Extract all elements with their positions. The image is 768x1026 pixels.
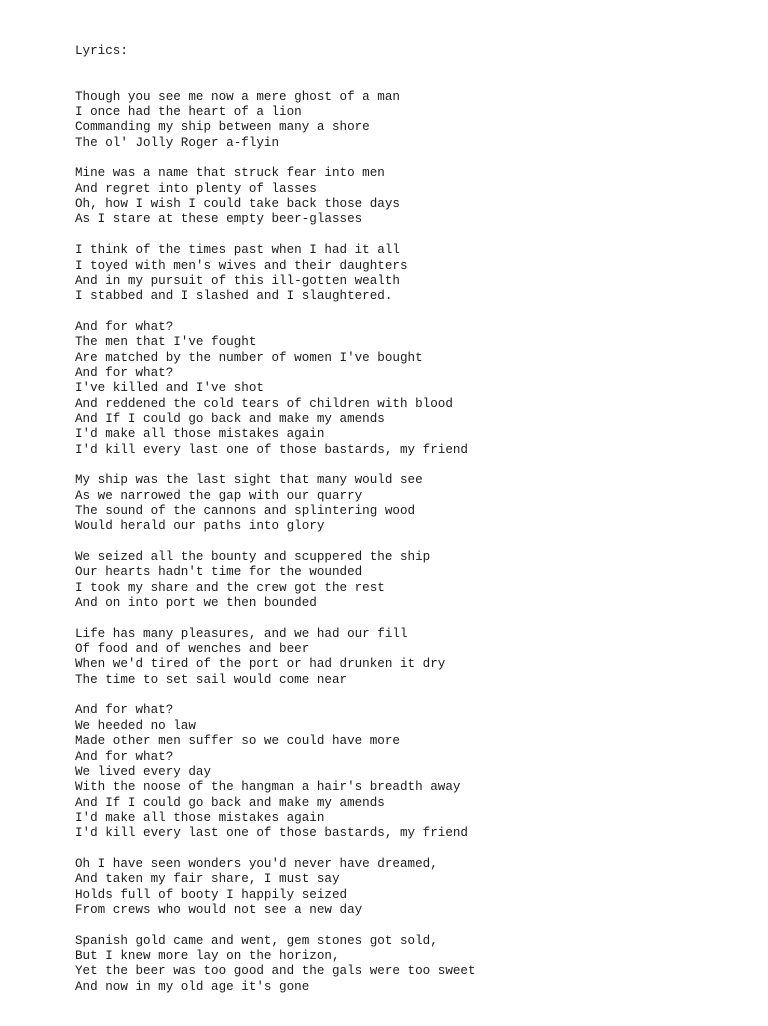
lyric-line: I took my share and the crew got the rest — [75, 580, 385, 595]
lyric-line: The time to set sail would come near — [75, 672, 348, 687]
stanza — [75, 90, 768, 167]
lyric-line: Yet the beer was too good and the gals were too sweet — [75, 964, 476, 979]
lyric-line: I'd kill every last one of those bastards, my friend — [75, 442, 468, 457]
lyric-line: And reddened the cold tears of children with blood — [75, 396, 453, 411]
stanza — [75, 320, 768, 473]
lyric-line: I'd kill every last one of those bastards, my friend — [75, 826, 468, 841]
lyric-line: And in my pursuit of this ill-gotten wealth — [75, 273, 400, 288]
stanza-gap — [75, 611, 768, 626]
lyric-line: I'd make all those mistakes again — [75, 810, 325, 825]
lyric-line: But I knew more lay on the horizon, — [75, 948, 340, 963]
stanza — [75, 857, 768, 934]
lyric-line: We heeded no law — [75, 718, 196, 733]
lyric-line: My ship was the last sight that many would see — [75, 473, 423, 488]
stanza-gap — [75, 458, 768, 473]
lyric-line: And If I could go back and make my amends — [75, 795, 385, 810]
lyric-line: And for what? — [75, 703, 174, 718]
lyric-line: As I stare at these empty beer-glasses — [75, 212, 363, 227]
stanza — [75, 934, 768, 995]
lyric-line: As we narrowed the gap with our quarry — [75, 488, 363, 503]
stanza-gap — [75, 535, 768, 550]
lyric-line: Commanding my ship between many a shore — [75, 120, 370, 135]
lyrics-text — [75, 13, 768, 1026]
stanza — [75, 627, 768, 704]
lyric-line: From crews who would not see a new day — [75, 902, 363, 917]
stanza-gap — [75, 842, 768, 857]
lyric-line: The ol' Jolly Roger a-flyin — [75, 135, 280, 150]
stanza-list — [75, 90, 768, 995]
lyric-line: Oh, how I wish I could take back those days — [75, 197, 400, 212]
lyric-line: I once had the heart of a lion — [75, 105, 302, 120]
lyric-line: Made other men suffer so we could have more — [75, 734, 400, 749]
lyric-line: I stabbed and I slashed and I slaughtered. — [75, 289, 393, 304]
lyrics-heading: Lyrics: — [75, 43, 128, 58]
stanza — [75, 550, 768, 627]
stanza — [75, 166, 768, 243]
lyric-line: And taken my fair share, I must say — [75, 872, 340, 887]
lyric-line: The men that I've fought — [75, 335, 257, 350]
lyric-line: And for what? — [75, 319, 174, 334]
lyric-line: And regret into plenty of lasses — [75, 181, 317, 196]
lyric-line: And on into port we then bounded — [75, 596, 317, 611]
lyric-line: I'd make all those mistakes again — [75, 427, 325, 442]
lyric-line: Spanish gold came and went, gem stones got sold, — [75, 933, 438, 948]
stanza-gap — [75, 688, 768, 703]
lyric-line: Mine was a name that struck fear into men — [75, 166, 385, 181]
stanza — [75, 473, 768, 550]
stanza-gap — [75, 305, 768, 320]
lyric-line: I think of the times past when I had it all — [75, 243, 400, 258]
stanza-gap — [75, 228, 768, 243]
lyric-line: With the noose of the hangman a hair's breadth away — [75, 780, 461, 795]
lyric-line: We lived every day — [75, 764, 212, 779]
stanza — [75, 243, 768, 320]
lyric-line: And If I could go back and make my amends — [75, 411, 385, 426]
lyric-line: We seized all the bounty and scuppered the ship — [75, 550, 431, 565]
stanza-gap — [75, 918, 768, 933]
lyric-line: Our hearts hadn't time for the wounded — [75, 565, 363, 580]
lyric-line: Are matched by the number of women I've bought — [75, 350, 423, 365]
stanza — [75, 703, 768, 856]
lyric-line: Would herald our paths into glory — [75, 519, 325, 534]
lyric-line: The sound of the cannons and splintering wood — [75, 504, 416, 518]
stanza-gap — [75, 151, 768, 166]
lyric-line: Life has many pleasures, and we had our fill — [75, 626, 408, 641]
lyric-line: And for what? — [75, 749, 174, 764]
lyric-line: Of food and of wenches and beer — [75, 642, 310, 657]
lyric-line: Holds full of booty I happily seized — [75, 887, 348, 902]
lyric-line: I've killed and I've shot — [75, 381, 264, 396]
lyric-line: And now in my old age it's gone — [75, 979, 310, 994]
lyric-line: And for what? — [75, 365, 174, 380]
lyric-line: I toyed with men's wives and their daughters — [75, 258, 408, 273]
lyric-line: Oh I have seen wonders you'd never have dreamed, — [75, 856, 438, 871]
lyric-line: Though you see me now a mere ghost of a man — [75, 89, 400, 104]
lyric-line: When we'd tired of the port or had drunken it dry — [75, 657, 446, 672]
